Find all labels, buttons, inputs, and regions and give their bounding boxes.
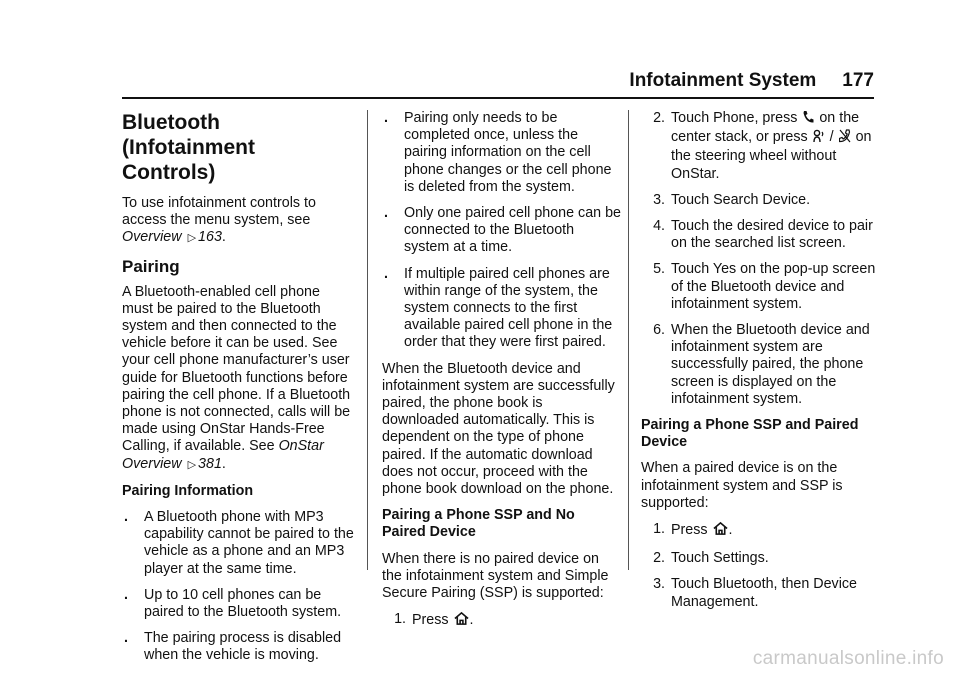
voice-icon: [813, 129, 825, 148]
list-item: . The pairing process is disabled when the vehicle is moving.: [124, 630, 342, 664]
step-list: [382, 611, 622, 631]
ssp-paired-paragraph: When a paired device is on the infotainment system and SSP is supported:: [641, 460, 843, 511]
watermark: carmanualsonline.info: [752, 648, 944, 669]
overview-link[interactable]: Overview: [122, 229, 182, 246]
ssp-no-paired-paragraph: When there is no paired device on the infotainment system and Simple Secure Pairing (SSP) is supported:: [382, 550, 609, 602]
list-item: 3. Touch Search Device.: [653, 191, 811, 208]
page-ref-arrow-icon: ▷: [187, 458, 197, 471]
section-heading: Bluetooth (Infotainment Controls): [122, 111, 255, 184]
running-header: [629, 70, 874, 92]
page-ref[interactable]: 381: [198, 455, 222, 472]
list-item: 2. Touch Phone, press on the center stack, or press / on the steering wheel without OnStar.: [653, 110, 872, 182]
page-ref-arrow-icon: ▷: [187, 232, 197, 245]
page-number: 177: [842, 70, 874, 91]
list-item: 3. Touch Bluetooth, then Device Management.: [653, 576, 857, 610]
list-item: 2. Touch Settings.: [653, 550, 769, 567]
page-ref[interactable]: 163: [198, 229, 222, 246]
home-icon: [713, 521, 728, 541]
list-item: . If multiple paired cell phones are within range of the system, the system connects to the first available paired cell phone in the order that they were first paired.: [384, 265, 613, 351]
list-item: 5. Touch Yes on the pop-up screen of the Bluetooth device and infotainment system.: [653, 261, 876, 312]
intro-paragraph: To use infotainment controls to access the menu system, see Overview ▷ 163.: [122, 195, 316, 246]
list-item: 6. When the Bluetooth device and infotainment system are successfully paired, the phone screen is displayed on the infotainment system.: [653, 322, 870, 407]
column-2: [382, 110, 622, 640]
step-list: [641, 110, 879, 408]
ssp-no-paired-heading: Pairing a Phone SSP and No Paired Device: [382, 507, 575, 541]
header-rule: [122, 97, 874, 99]
bullet-list: [382, 110, 622, 352]
list-item: 1. Press .: [382, 611, 622, 631]
column-1: [122, 110, 354, 674]
column-3: [641, 110, 879, 620]
list-item: 1. Press .: [641, 521, 879, 541]
list-item: . A Bluetooth phone with MP3 capability cannot be paired to the vehicle as a phone and an MP3 player at the same time.: [124, 509, 354, 577]
list-item: 4. Touch the desired device to pair on the searched list screen.: [653, 218, 873, 252]
column-divider: [367, 110, 368, 570]
list-item: . Only one paired cell phone can be connected to the Bluetooth system at a time.: [384, 205, 621, 256]
section-title: Infotainment System: [629, 70, 817, 91]
list-item: . Up to 10 cell phones can be paired to the Bluetooth system.: [124, 586, 342, 621]
column-divider: [628, 110, 629, 570]
onstar-overview-link[interactable]: OnStar Overview: [122, 438, 324, 472]
pairing-heading: Pairing: [122, 256, 180, 276]
pairing-information-heading: Pairing Information: [122, 482, 254, 499]
list-item: . Pairing only needs to be completed once, unless the pairing information on the cell phone changes or the cell phone is deleted from the system.: [384, 110, 612, 195]
bullet-list: [122, 509, 354, 665]
hang-up-icon: [839, 129, 851, 148]
home-icon: [454, 611, 469, 631]
phone-book-paragraph: When the Bluetooth device and infotainment system are successfully paired, the phone book is downloaded automatically. This is dependent on the type of phone paired. If the automatic download does not occur, proceed with the phone book download on the phone.: [382, 360, 615, 498]
ssp-paired-heading: Pairing a Phone SSP and Paired Device: [641, 417, 859, 451]
step-list: [641, 521, 879, 611]
pairing-paragraph: A Bluetooth-enabled cell phone must be paired to the Bluetooth system and then connected to the vehicle before it can be used. See your cell phone manufacturer’s user guide for Bluetooth functions before pairing the cell phone. If a Bluetooth phone is not connected, calls will be made using OnStar Hands-Free Calling, if available. See OnStar Overview ▷ 381.: [122, 283, 351, 472]
phone-icon: [802, 110, 814, 129]
